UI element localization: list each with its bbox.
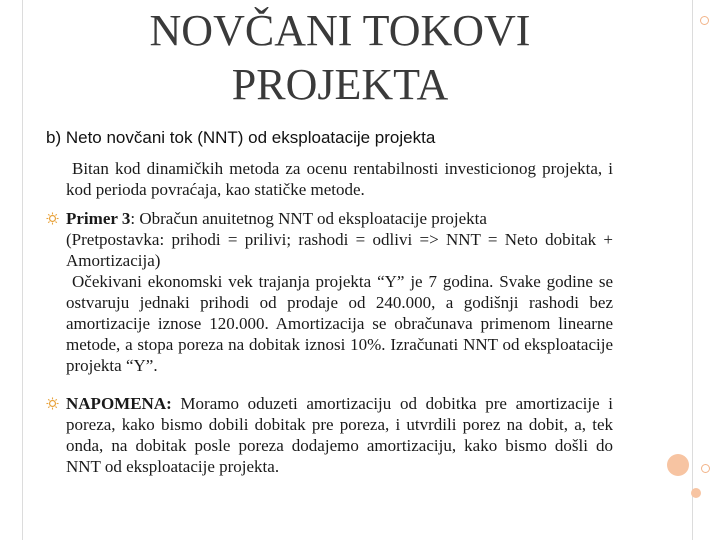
napomena-bullet — [66, 393, 613, 477]
right-frame-line — [692, 0, 693, 540]
primer-text: : Obračun anuitetnog NNT od eksploatacije projekta — [130, 209, 487, 228]
title-line-2: PROJEKTA — [231, 60, 449, 109]
assumption-text: (Pretpostavka: prihodi = prilivi; rashodi = odlivi => NNT = Neto dobitak + Amortizacija) — [66, 230, 613, 270]
sun-bullet-icon — [46, 212, 59, 225]
decorative-ring — [701, 464, 710, 473]
napomena-text: Moramo oduzeti amortizaciju od dobitka pre amortizacije i poreza, kako bismo dobili dobitak pre poreza, i utvrdili porez na dobit, a, tek onda, na dobitak posle poreza dodajemo amortizaciju, kako bismo došli do NNT od eksploatacije projekta. — [66, 394, 613, 476]
title-line-1: NOVČANI TOKOVI — [149, 6, 531, 55]
slide-title — [60, 4, 620, 112]
example-text: Očekivani ekonomski vek trajanja projekta “Y” je 7 godina. Svake godine se ostvaruju jednaki prihodi od prodaje od 240.000, a godišnji rashodi bez amortizacije iznose 120.000. Amortizacija se obračunava primenom linearne metode, a stopa poreza na dobitak iznosi 10%. Izračunati NNT od eksploatacije projekta “Y”. — [66, 272, 613, 375]
decorative-circle-small — [691, 488, 701, 498]
subheading: b) Neto novčani tok (NNT) od eksploatacije projekta — [46, 128, 436, 147]
decorative-ring-top — [700, 16, 709, 25]
sun-bullet-icon — [46, 397, 59, 410]
intro-paragraph: Bitan kod dinamičkih metoda za ocenu rentabilnosti investicionog projekta, i kod perioda povraćaja, kao statičke metode. — [66, 159, 613, 199]
napomena-label: NAPOMENA: — [66, 394, 172, 413]
primer-bullet — [66, 208, 613, 376]
primer-line — [66, 208, 613, 229]
left-frame-line — [22, 0, 23, 540]
decorative-circle-large — [667, 454, 689, 476]
primer-label: Primer 3 — [66, 209, 131, 228]
